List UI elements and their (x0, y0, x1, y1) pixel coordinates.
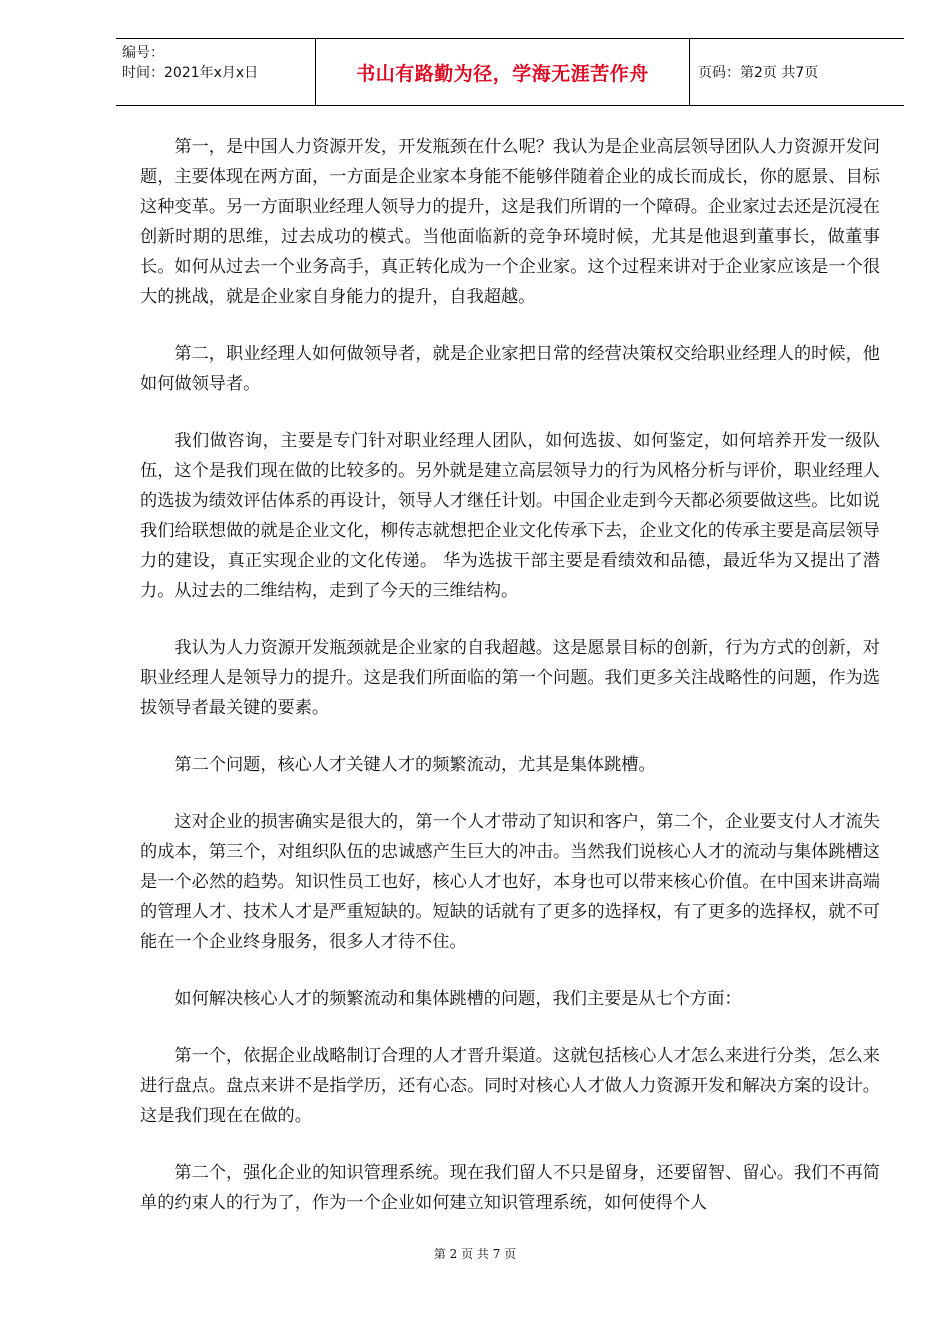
paragraph: 第一，是中国人力资源开发，开发瓶颈在什么呢？我认为是企业高层领导团队人力资源开发问题，主要体现在两方面，一方面是企业家本身能不能够伴随着企业的成长而成长，你的愿景、目标这种变革。另一方面职业经理人领导力的提升，这是我们所谓的一个障碍。企业家过去还是沉浸在创新时期的思维，过去成功的模式。当他面临新的竞争环境时候，尤其是他退到董事长，做董事长。如何从过去一个业务高手，真正转化成为一个企业家。这个过程来讲对于企业家应该是一个很大的挑战，就是企业家自身能力的提升，自我超越。 (140, 137, 880, 307)
paragraph: 我认为人力资源开发瓶颈就是企业家的自我超越。这是愿景目标的创新，行为方式的创新，对职业经理人是领导力的提升。这是我们所面临的第一个问题。我们更多关注战略性的问题，作为选拔领导者最关键的要素。 (140, 638, 880, 718)
code-label: 编号： (122, 45, 164, 61)
paragraph: 这对企业的损害确实是很大的，第一个人才带动了知识和客户，第二个，企业要支付人才流失的成本，第三个，对组织队伍的忠诚感产生巨大的冲击。当然我们说核心人才的流动与集体跳槽这是一个必然的趋势。知识性员工也好，核心人才也好，本身也可以带来核心价值。在中国来讲高端的管理人才、技术人才是严重短缺的。短缺的话就有了更多的选择权，有了更多的选择权，就不可能在一个企业终身服务，很多人才待不住。 (140, 812, 880, 952)
paragraph: 第二个问题，核心人才关键人才的频繁流动，尤其是集体跳槽。 (174, 755, 656, 775)
page-footer: 第 2 页 共 7 页 (433, 1247, 517, 1261)
time-label: 时间：2021年x月x日 (122, 65, 259, 81)
document-body (140, 132, 880, 1245)
page-header (116, 38, 904, 106)
paragraph: 第二个，强化企业的知识管理系统。现在我们留人不只是留身，还要留智、留心。我们不再简单的约束人的行为了，作为一个企业如何建立知识管理系统，如何使得个人 (140, 1163, 880, 1213)
header-page-number: 页码：第2页 共7页 (698, 65, 819, 81)
paragraph: 第一个，依据企业战略制订合理的人才晋升渠道。这就包括核心人才怎么来进行分类，怎么来进行盘点。盘点来讲不是指学历，还有心态。同时对核心人才做人力资源开发和解决方案的设计。这是我们现在在做的。 (140, 1046, 880, 1126)
paragraph: 如何解决核心人才的频繁流动和集体跳槽的问题，我们主要是从七个方面： (174, 989, 742, 1009)
header-motto: 书山有路勤为径，学海无涯苦作舟 (316, 39, 690, 105)
header-meta (116, 39, 316, 105)
paragraph: 第二，职业经理人如何做领导者，就是企业家把日常的经营决策权交给职业经理人的时候，他如何做领导者。 (140, 344, 880, 394)
paragraph: 我们做咨询，主要是专门针对职业经理人团队，如何选拔、如何鉴定，如何培养开发一级队伍，这个是我们现在做的比较多的。另外就是建立高层领导力的行为风格分析与评价，职业经理人的选拔为绩效评估体系的再设计，领导人才继任计划。中国企业走到今天都必须要做这些。比如说我们给联想做的就是企业文化，柳传志就想把企业文化传承下去，企业文化的传承主要是高层领导力的建设，真正实现企业的文化传递。 华为选拔干部主要是看绩效和品德，最近华为又提出了潜力。从过去的二维结构，走到了今天的三维结构。 (140, 431, 880, 601)
